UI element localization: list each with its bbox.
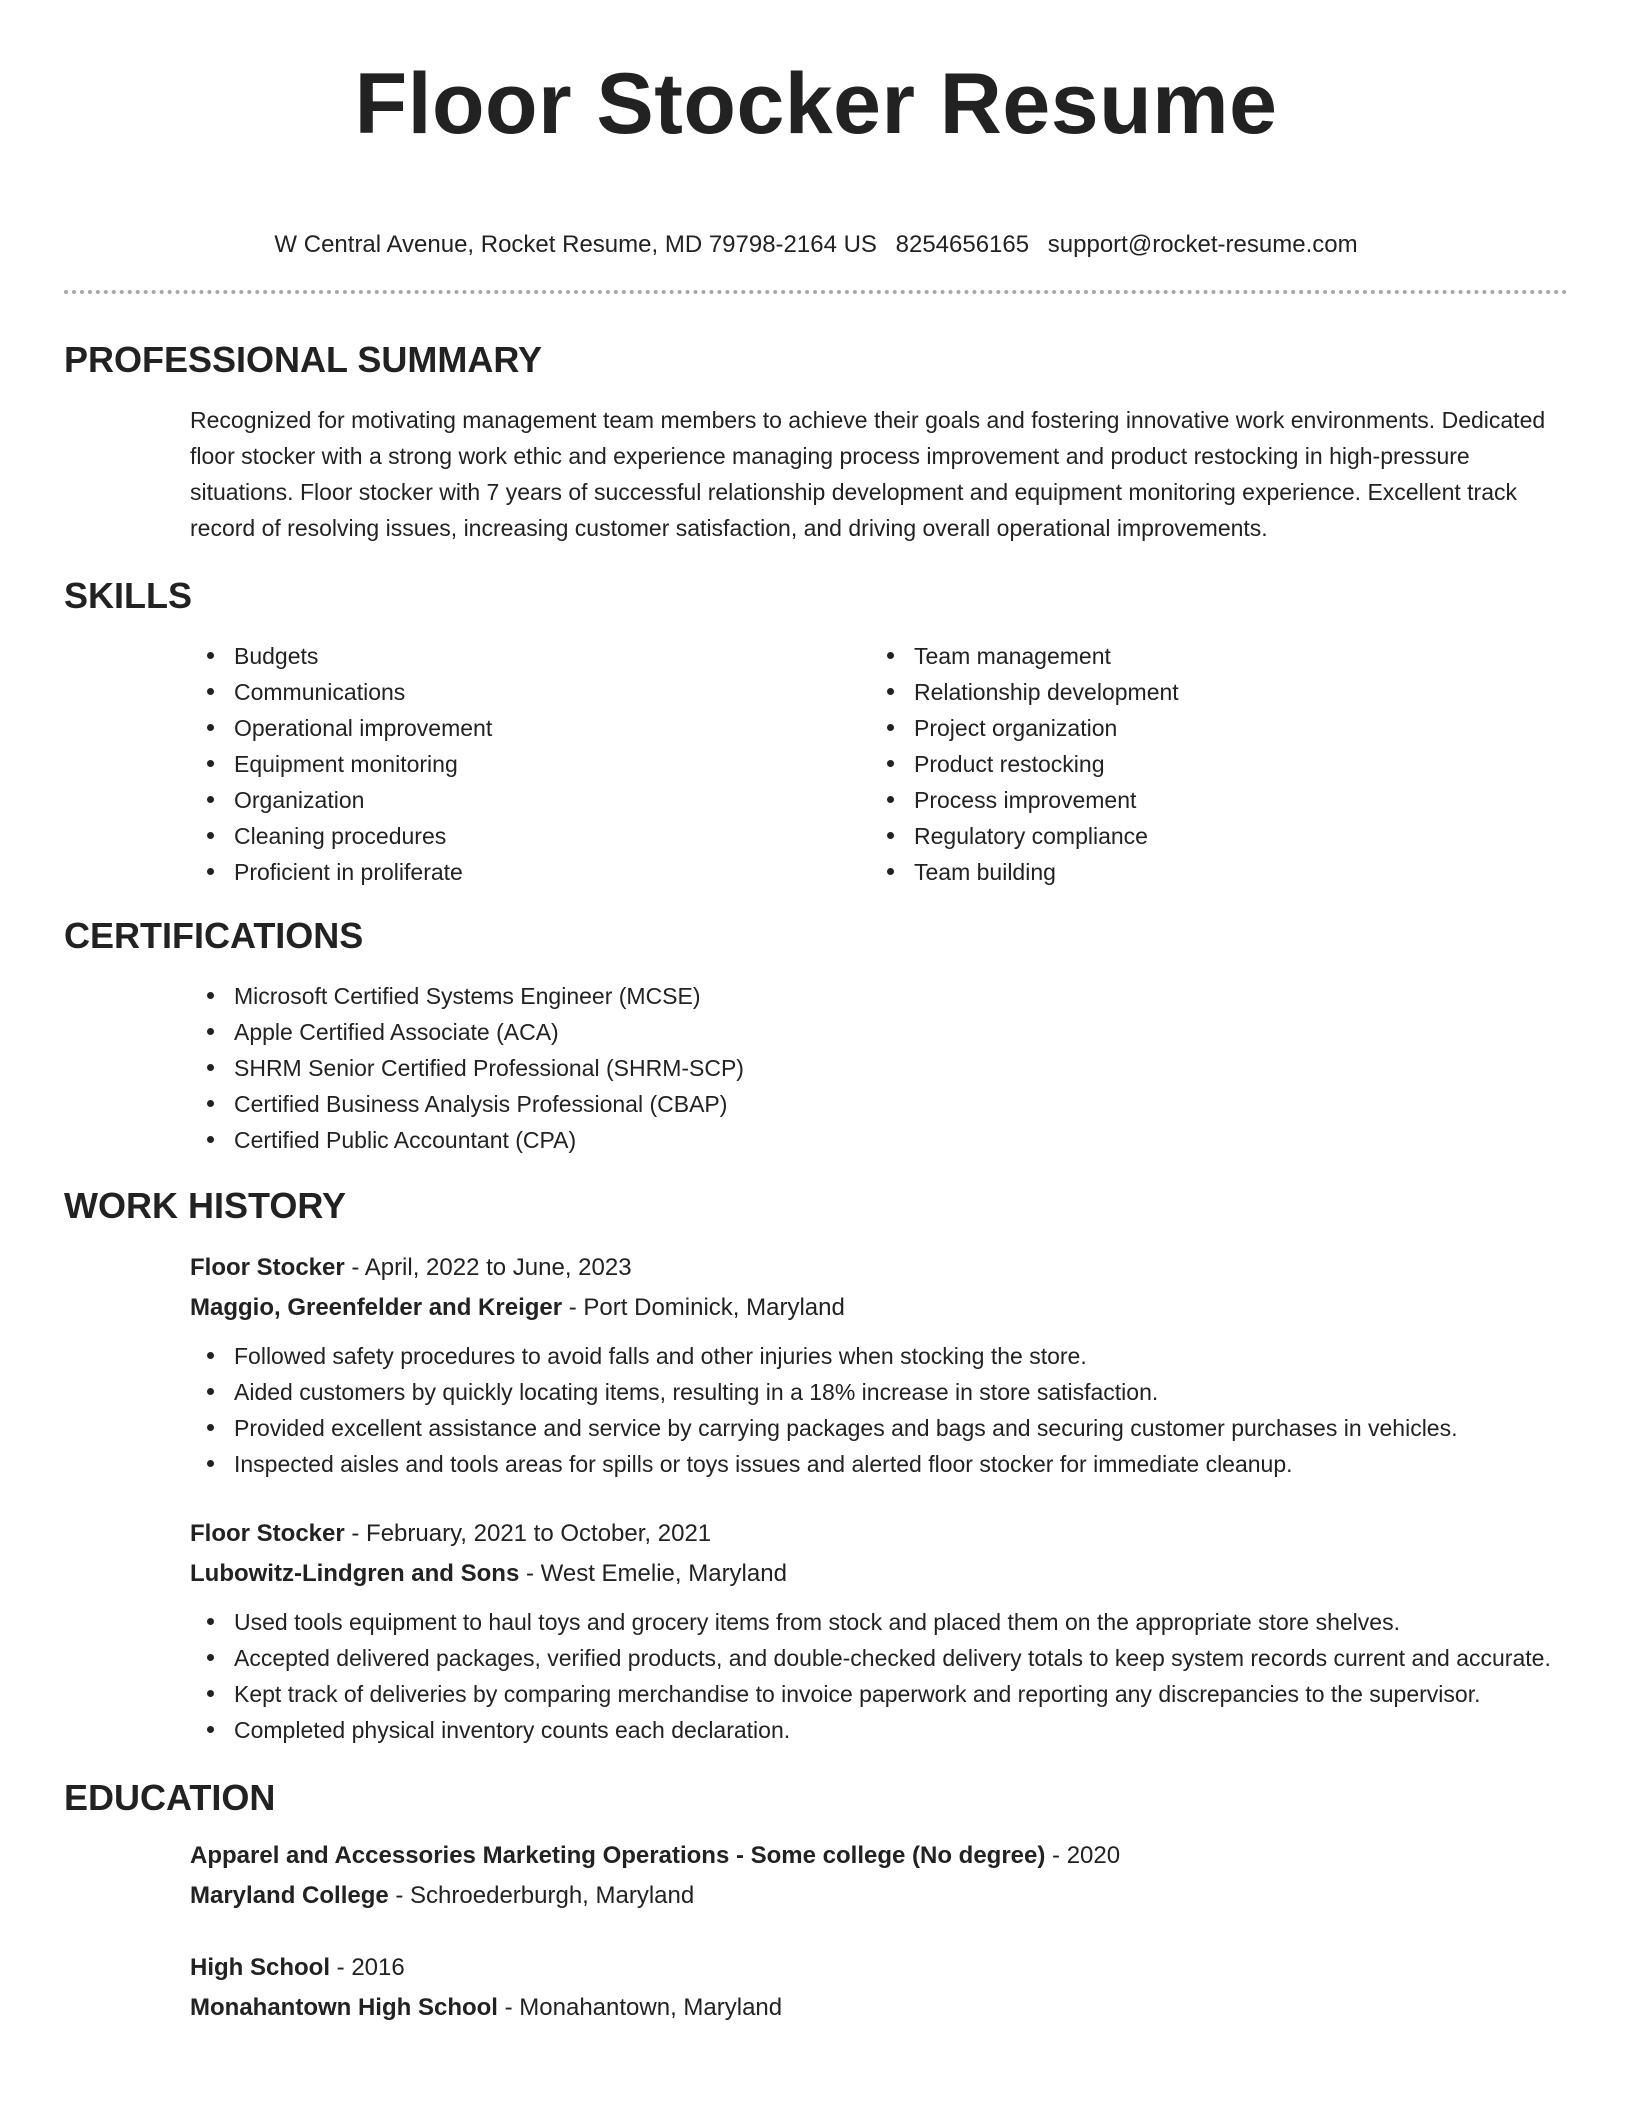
education-school-line xyxy=(190,1876,1568,1916)
job-bullet: Aided customers by quickly locating items, resulting in a 18% increase in store satisfaction. xyxy=(190,1374,1568,1410)
section-heading-certifications: CERTIFICATIONS xyxy=(64,915,364,956)
job-title-line xyxy=(190,1248,1568,1288)
certification-item: SHRM Senior Certified Professional (SHRM-SCP) xyxy=(190,1050,1568,1086)
skill-item: Team building xyxy=(870,854,1550,890)
education-entry xyxy=(190,1836,1568,1916)
contact-phone: 8254656165 xyxy=(895,231,1030,258)
contact-email: support@rocket-resume.com xyxy=(1047,231,1358,258)
job-company: Lubowitz-Lindgren and Sons xyxy=(190,1560,520,1587)
job-dates: - April, 2022 to June, 2023 xyxy=(344,1254,632,1281)
job-bullet: Inspected aisles and tools areas for spills or toys issues and alerted floor stocker for immediate cleanup. xyxy=(190,1446,1568,1482)
education-degree: High School xyxy=(190,1954,330,1981)
certification-item: Certified Public Accountant (CPA) xyxy=(190,1122,1568,1158)
job-entry xyxy=(190,1248,1568,1482)
skill-item: Budgets xyxy=(190,638,870,674)
education-school: Monahantown High School xyxy=(190,1994,498,2021)
skill-item: Relationship development xyxy=(870,674,1550,710)
summary-text: Recognized for motivating management team members to achieve their goals and fostering innovative work environments. Dedicated floor stocker with a strong work ethic and experience managing process improvement and product restocking in high-pressure situations. Floor stocker with 7 years of successful relationship development and equipment monitoring experience. Excellent track record of resolving issues, increasing customer satisfaction, and driving overall operational improvements. xyxy=(190,407,1546,541)
certifications-list xyxy=(190,978,1568,1158)
skill-item: Team management xyxy=(870,638,1550,674)
skill-item: Communications xyxy=(190,674,870,710)
skill-item: Equipment monitoring xyxy=(190,746,870,782)
job-bullet: Followed safety procedures to avoid falls and other injuries when stocking the store. xyxy=(190,1338,1568,1374)
job-company-line xyxy=(190,1288,1568,1328)
section-heading-work-history: WORK HISTORY xyxy=(64,1185,347,1226)
resume-page xyxy=(64,0,1568,2028)
education-degree: Apparel and Accessories Marketing Operations - Some college (No degree) xyxy=(190,1842,1046,1869)
skill-item: Project organization xyxy=(870,710,1550,746)
education-location: - Monahantown, Maryland xyxy=(497,1994,783,2021)
education-school: Maryland College xyxy=(190,1882,389,1909)
skill-item: Operational improvement xyxy=(190,710,870,746)
section-heading-skills: SKILLS xyxy=(64,575,193,616)
job-title-line xyxy=(190,1514,1568,1554)
certification-item: Apple Certified Associate (ACA) xyxy=(190,1014,1568,1050)
certification-item: Microsoft Certified Systems Engineer (MCSE) xyxy=(190,978,1568,1014)
job-location: - Port Dominick, Maryland xyxy=(562,1294,845,1321)
job-entry xyxy=(190,1514,1568,1748)
section-heading-summary: PROFESSIONAL SUMMARY xyxy=(64,339,543,380)
job-bullet: Used tools equipment to haul toys and grocery items from stock and placed them on the appropriate store shelves. xyxy=(190,1604,1568,1640)
education-school-line xyxy=(190,1988,1568,2028)
skill-item: Organization xyxy=(190,782,870,818)
education-degree-line xyxy=(190,1948,1568,1988)
contact-line xyxy=(64,230,1568,260)
certification-item: Certified Business Analysis Professional (CBAP) xyxy=(190,1086,1568,1122)
skill-item: Regulatory compliance xyxy=(870,818,1550,854)
job-bullet: Completed physical inventory counts each declaration. xyxy=(190,1712,1568,1748)
job-bullets xyxy=(64,1338,1568,1482)
education-year: - 2016 xyxy=(330,1954,405,1981)
job-bullet: Provided excellent assistance and service by carrying packages and bags and securing customer purchases in vehicles. xyxy=(190,1410,1568,1446)
job-bullet: Kept track of deliveries by comparing merchandise to invoice paperwork and reporting any discrepancies to the supervisor. xyxy=(190,1676,1568,1712)
skills-column-right xyxy=(870,638,1550,890)
education-year: - 2020 xyxy=(1045,1842,1121,1869)
job-bullet: Accepted delivered packages, verified products, and double-checked delivery totals to keep system records current and accurate. xyxy=(190,1640,1568,1676)
job-dates: - February, 2021 to October, 2021 xyxy=(344,1520,712,1547)
education-degree-line xyxy=(190,1836,1568,1876)
skill-item: Process improvement xyxy=(870,782,1550,818)
job-company: Maggio, Greenfelder and Kreiger xyxy=(190,1294,563,1321)
skills-column-left xyxy=(190,638,870,890)
education-location: - Schroederburgh, Maryland xyxy=(388,1882,695,1909)
job-title: Floor Stocker xyxy=(190,1520,345,1547)
skills-list xyxy=(190,638,1568,890)
skill-item: Cleaning procedures xyxy=(190,818,870,854)
skill-item: Product restocking xyxy=(870,746,1550,782)
skill-item: Proficient in proliferate xyxy=(190,854,870,890)
job-title: Floor Stocker xyxy=(190,1254,345,1281)
job-company-line xyxy=(190,1554,1568,1594)
job-location: - West Emelie, Maryland xyxy=(519,1560,787,1587)
education-entry xyxy=(190,1948,1568,2028)
resume-title: Floor Stocker Resume xyxy=(354,56,1278,152)
section-heading-education: EDUCATION xyxy=(64,1777,276,1818)
job-bullets xyxy=(190,1604,1568,1748)
header-divider xyxy=(64,290,1568,294)
contact-address: W Central Avenue, Rocket Resume, MD 79798-2164 US xyxy=(274,231,877,258)
